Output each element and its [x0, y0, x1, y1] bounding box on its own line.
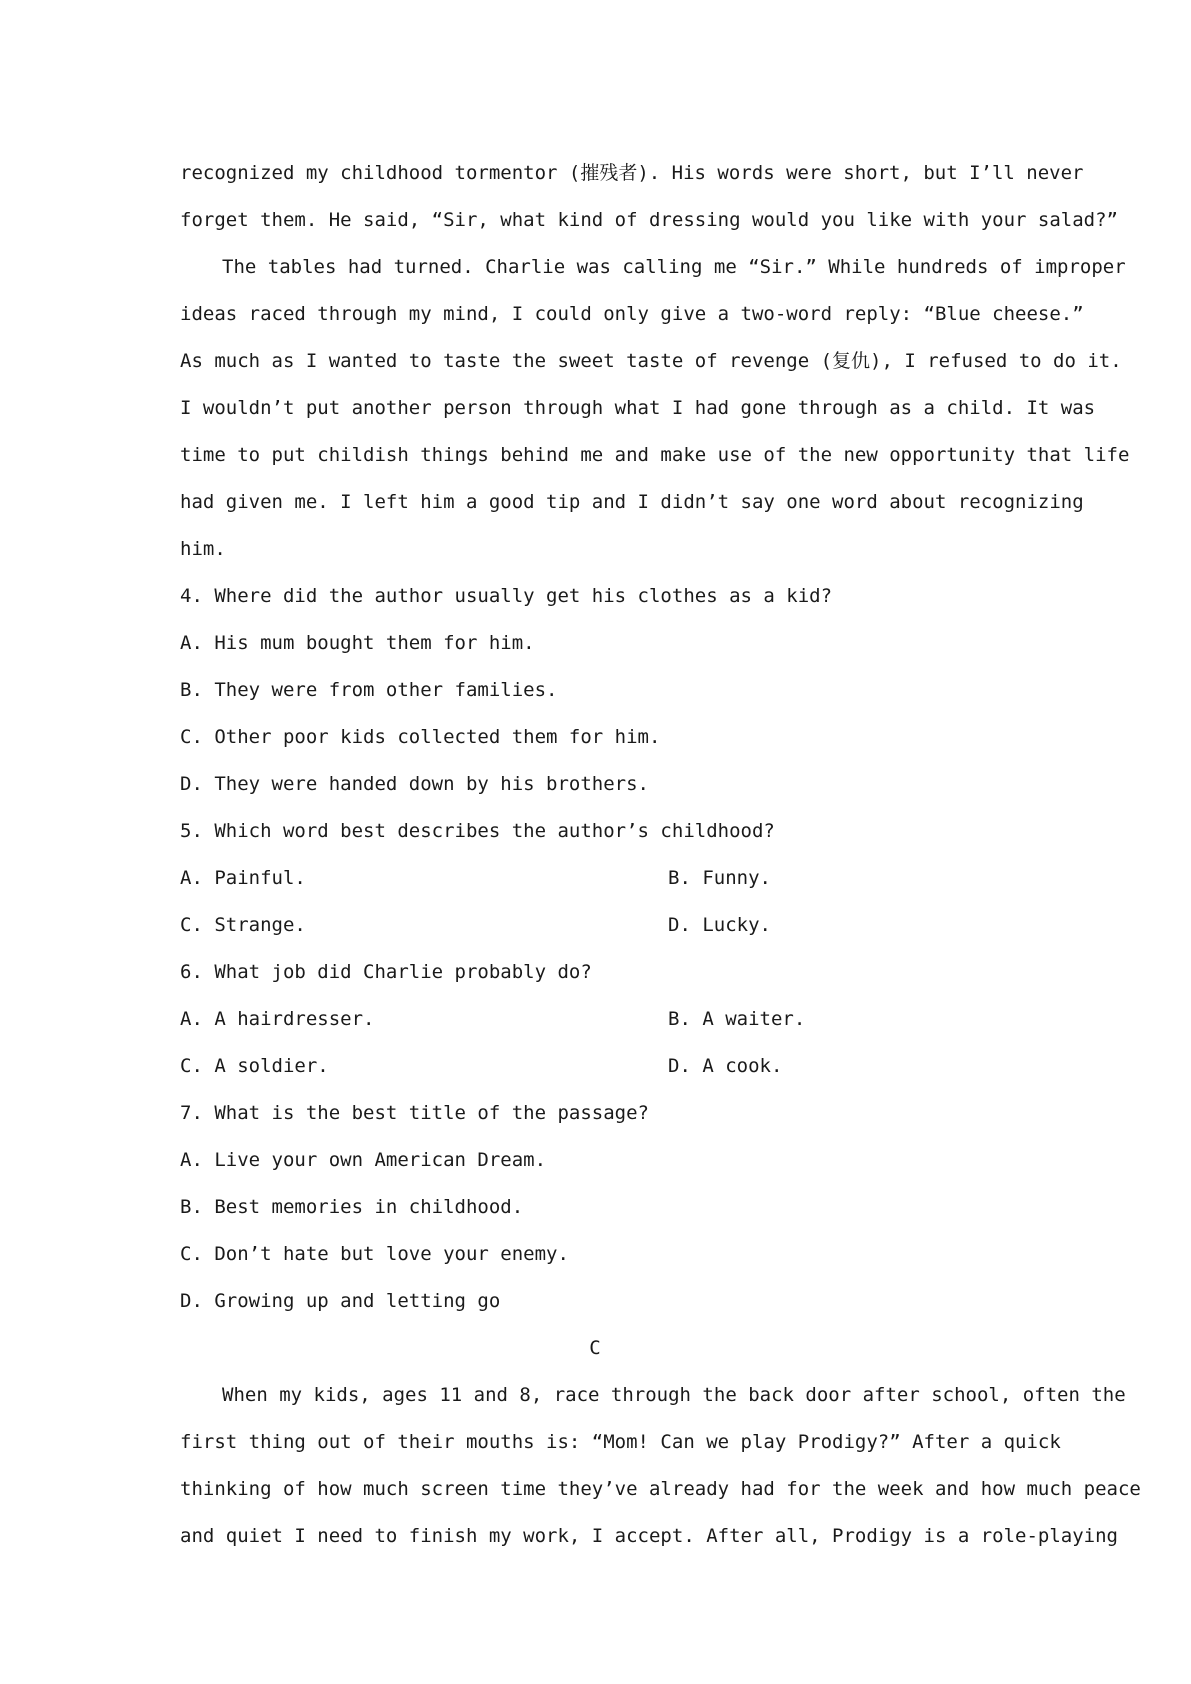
question-stem: 7. What is the best title of the passage?	[180, 1102, 649, 1124]
option-a: A. A hairdresser.	[180, 1008, 375, 1030]
text-line: time to put childish things behind me and make use of the new opportunity that life	[180, 444, 1130, 466]
question-4	[180, 573, 1010, 808]
option-d: D. Lucky.	[668, 914, 771, 936]
option-b: B. Best memories in childhood.	[180, 1196, 524, 1218]
text-line: him.	[180, 538, 226, 560]
option-c: C. Don’t hate but love your enemy.	[180, 1243, 569, 1265]
option-a: A. Live your own American Dream.	[180, 1149, 547, 1171]
text-line: When my kids, ages 11 and 8, race through the back door after school, often the	[222, 1384, 1126, 1406]
document-page	[180, 150, 1141, 1560]
text-line: forget them. He said, “Sir, what kind of dressing would you like with your salad?”	[180, 209, 1118, 231]
question-6	[180, 949, 1010, 1090]
option-c: C. A soldier.	[180, 1055, 329, 1077]
text-line: I wouldn’t put another person through what I had gone through as a child. It was	[180, 397, 1096, 419]
option-row	[180, 902, 1010, 949]
option-row	[180, 1043, 1010, 1090]
question-stem: 5. Which word best describes the author’s childhood?	[180, 820, 775, 842]
text-line: ideas raced through my mind, I could only give a two-word reply: “Blue cheese.”	[180, 303, 1084, 325]
option-b: B. A waiter.	[668, 1008, 806, 1030]
passage-b-paragraph-1	[180, 150, 1118, 244]
option-d: D. They were handed down by his brothers.	[180, 773, 649, 795]
passage-b-paragraph-2	[180, 244, 1130, 573]
question-stem: 6. What job did Charlie probably do?	[180, 961, 592, 983]
option-b: B. They were from other families.	[180, 679, 558, 701]
text-line: thinking of how much screen time they’ve already had for the week and how much peace	[180, 1478, 1141, 1500]
passage-c-heading: C	[589, 1337, 601, 1359]
question-5	[180, 808, 1010, 949]
option-c: C. Strange.	[180, 914, 306, 936]
text-line: As much as I wanted to taste the sweet taste of revenge (复仇), I refused to do it.	[180, 350, 1122, 372]
option-c: C. Other poor kids collected them for him.	[180, 726, 661, 748]
text-line: recognized my childhood tormentor (摧残者). His words were short, but I’ll never	[180, 162, 1084, 184]
option-d: D. Growing up and letting go	[180, 1290, 501, 1312]
option-b: B. Funny.	[668, 867, 771, 889]
text-line: The tables had turned. Charlie was calling me “Sir.” While hundreds of improper	[222, 256, 1126, 278]
option-d: D. A cook.	[668, 1055, 783, 1077]
option-row	[180, 996, 1010, 1043]
option-a: A. Painful.	[180, 867, 306, 889]
text-line: had given me. I left him a good tip and I didn’t say one word about recognizing	[180, 491, 1084, 513]
question-stem: 4. Where did the author usually get his clothes as a kid?	[180, 585, 833, 607]
text-line: and quiet I need to finish my work, I accept. After all, Prodigy is a role-playing	[180, 1525, 1118, 1547]
option-a: A. His mum bought them for him.	[180, 632, 535, 654]
passage-c-paragraph-1	[180, 1372, 1141, 1560]
option-row	[180, 855, 1010, 902]
question-7	[180, 1090, 1010, 1325]
text-line: first thing out of their mouths is: “Mom! Can we play Prodigy?” After a quick	[180, 1431, 1061, 1453]
